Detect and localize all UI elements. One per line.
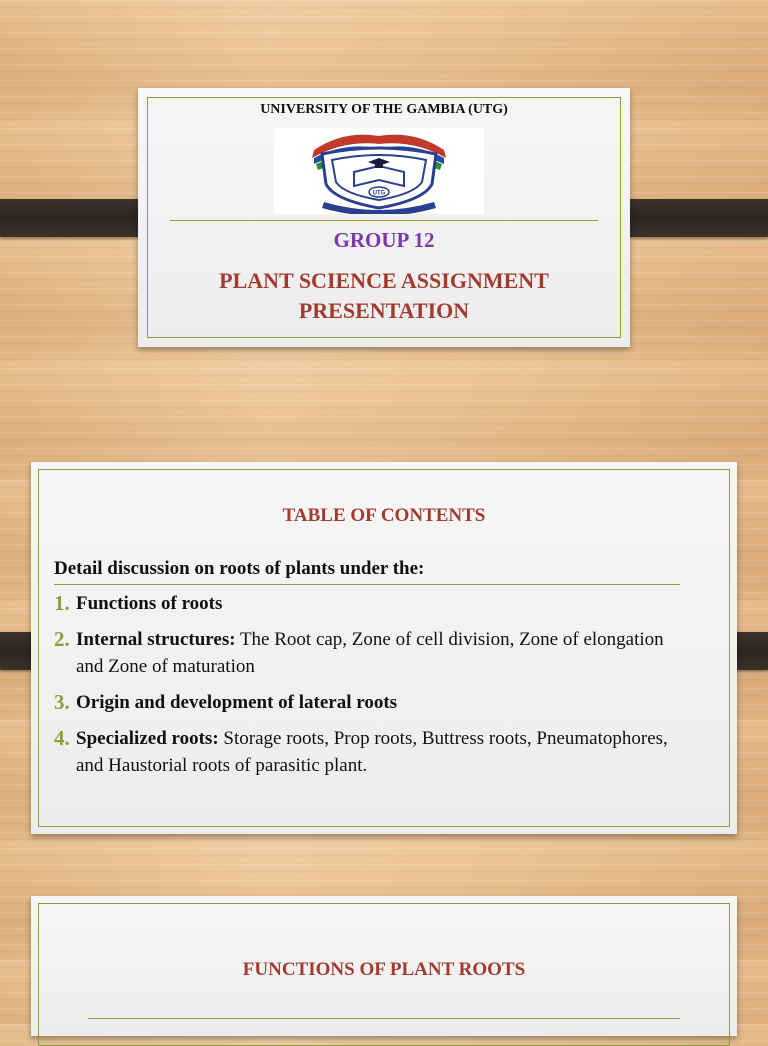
list-text: [76, 725, 684, 779]
title-divider: [170, 220, 598, 221]
hanger-bar-left-1: [0, 199, 156, 237]
functions-title: FUNCTIONS OF PLANT ROOTS: [242, 959, 526, 980]
list-item: [54, 626, 684, 680]
list-text: [76, 590, 684, 617]
table-of-contents-slide: [31, 462, 737, 834]
list-number: 3.: [54, 690, 70, 714]
list-number: 4.: [54, 726, 70, 750]
list-item: [54, 725, 684, 779]
presentation-title-line2: PRESENTATION: [298, 298, 470, 323]
functions-slide: [31, 896, 737, 1036]
logo-text: UTG: [372, 190, 386, 197]
list-number: 1.: [54, 591, 70, 615]
presentation-title: [158, 266, 610, 326]
list-item: [54, 689, 684, 716]
toc-lead-text: Detail discussion on roots of plants under the:: [54, 558, 425, 579]
title-slide: [138, 88, 630, 347]
list-item: [54, 590, 684, 617]
group-label: GROUP 12: [333, 228, 435, 252]
list-rest-text: The Root cap, Zone of cell division, Zone of elongation and Zone of maturation: [76, 629, 664, 677]
list-text: [76, 626, 684, 680]
utg-logo: [274, 128, 484, 214]
toc-list: [54, 590, 684, 788]
list-bold-text: Functions of roots: [76, 593, 223, 614]
hanger-bar-right-1: [612, 199, 768, 237]
list-rest-text: Storage roots, Prop roots, Buttress roots, Pneumatophores, and Haustorial roots of parasitic plant.: [76, 728, 668, 776]
presentation-title-line1: PLANT SCIENCE ASSIGNMENT: [219, 268, 549, 293]
toc-divider: [54, 584, 680, 585]
list-bold-text: Specialized roots:: [76, 728, 219, 749]
toc-title: TABLE OF CONTENTS: [282, 505, 486, 526]
list-number: 2.: [54, 627, 70, 651]
functions-divider: [88, 1018, 680, 1019]
list-bold-text: Internal structures:: [76, 629, 236, 650]
list-text: [76, 689, 684, 716]
list-bold-text: Origin and development of lateral roots: [76, 692, 398, 713]
university-name: UNIVERSITY OF THE GAMBIA (UTG): [260, 102, 508, 117]
